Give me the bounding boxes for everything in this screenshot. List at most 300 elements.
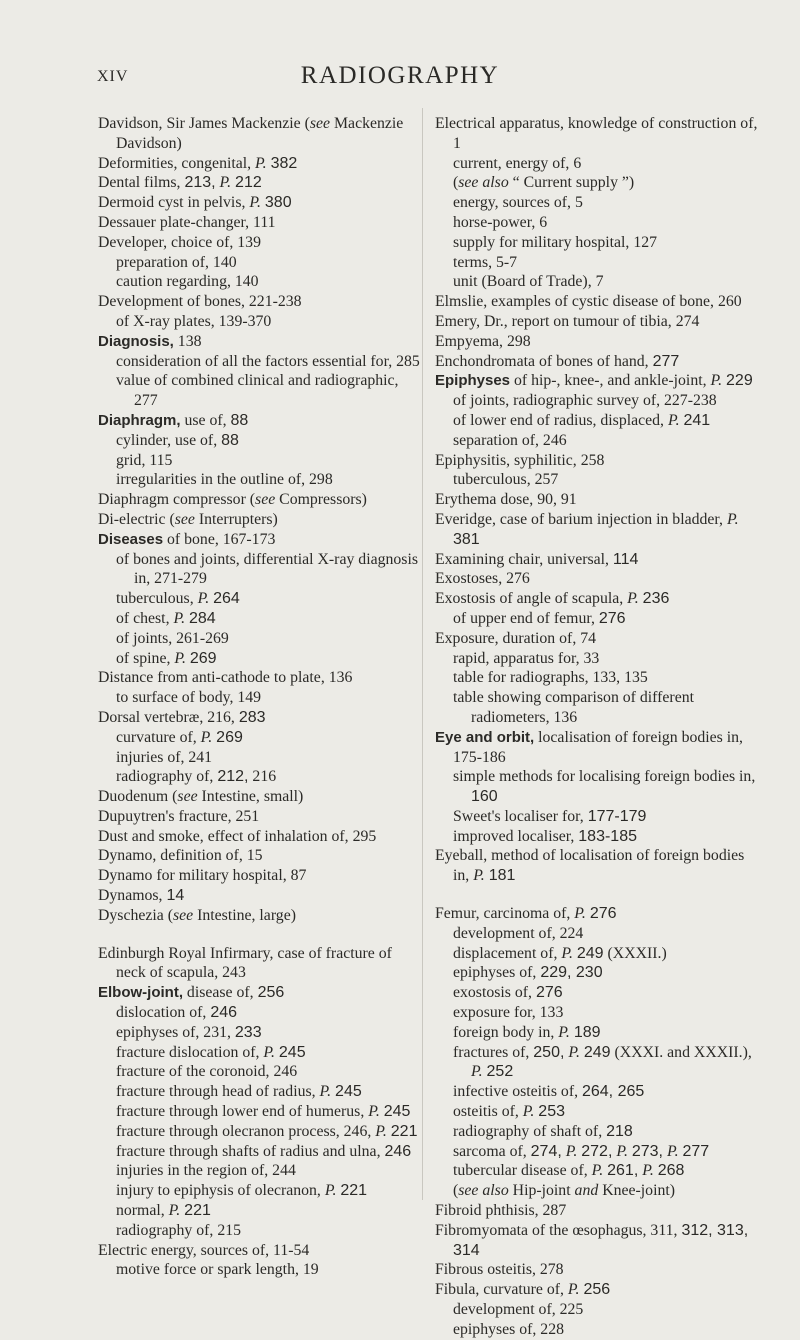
entry-text: 249 <box>583 1043 611 1061</box>
entry-text: injuries in the region of, 244 <box>116 1162 296 1180</box>
entry-text: curvature of, <box>116 728 201 746</box>
entry-text: Eyeball, method of localisation of foreign bodies in, <box>435 847 745 885</box>
entry-text: P. <box>667 411 680 429</box>
entry-text: ( <box>453 1182 459 1200</box>
entry-text: 264, 265 <box>581 1083 645 1101</box>
index-subentry <box>98 470 424 490</box>
entry-text: 189 <box>573 1023 601 1041</box>
page-number: XIV <box>97 68 129 85</box>
index-subentry <box>98 431 424 451</box>
entry-text: 213, <box>184 174 216 192</box>
index-subentry <box>435 1300 761 1320</box>
entry-text: to surface of body, 149 <box>116 689 262 707</box>
entry-text: 277 <box>652 352 680 370</box>
index-entry <box>98 886 424 906</box>
entry-text: Diseases <box>98 530 164 548</box>
entry-text: Fibroid phthisis, 287 <box>435 1202 567 1220</box>
entry-text: current, energy of, 6 <box>453 154 582 172</box>
entry-text: Eye and orbit, <box>435 728 535 746</box>
entry-text: Fibromyomata of the œsophagus, 311, <box>435 1221 682 1239</box>
index-subentry <box>435 411 761 431</box>
index-subentry <box>435 1142 761 1162</box>
index-subentry <box>98 1062 424 1082</box>
index-subentry <box>435 767 761 807</box>
entry-text: 233 <box>234 1023 262 1041</box>
entry-text: dislocation of, <box>116 1004 211 1022</box>
index-entry <box>435 114 761 154</box>
entry-text: ( <box>453 174 459 192</box>
entry-text: infective osteitis of, <box>453 1083 582 1101</box>
index-entry <box>98 114 424 154</box>
entry-text: Empyema, 298 <box>435 332 531 350</box>
entry-text: consideration of all the factors essential for, 285 <box>116 352 420 370</box>
index-subentry <box>98 649 424 669</box>
entry-text: P. <box>642 1162 654 1180</box>
entry-text: Intestine, small) <box>197 788 304 806</box>
entry-text: Fibula, curvature of, <box>435 1281 568 1299</box>
entry-text: Exostoses, 276 <box>435 570 530 588</box>
entry-text: Elbow-joint, <box>98 984 183 1002</box>
index-subentry <box>98 272 424 292</box>
entry-text: 382 <box>270 154 298 172</box>
index-entry <box>98 332 424 352</box>
entry-text: P. <box>249 194 261 212</box>
index-subentry <box>98 589 424 609</box>
entry-text: P. <box>627 590 639 608</box>
entry-text: see <box>255 491 276 509</box>
entry-text: 276 <box>598 609 626 627</box>
entry-text: 253 <box>538 1103 565 1121</box>
entry-text: Intestine, large) <box>193 906 296 924</box>
entry-text: see also <box>458 1182 509 1200</box>
entry-text: fracture through lower end of humerus, <box>116 1103 369 1121</box>
entry-text: development of, 225 <box>453 1301 584 1319</box>
index-entry <box>98 213 424 233</box>
entry-text: “ Current supply ”) <box>508 174 635 192</box>
index-subentry <box>98 1102 424 1122</box>
entry-text: foreign body in, <box>453 1023 559 1041</box>
entry-text: 245 <box>383 1103 411 1121</box>
entry-text: fracture through head of radius, <box>116 1083 320 1101</box>
entry-text: table for radiographs, 133, 135 <box>453 669 648 687</box>
entry-text: 229 <box>726 372 753 390</box>
entry-text: see <box>173 906 194 924</box>
index-entry <box>98 154 424 174</box>
entry-text: of chest, <box>116 609 174 627</box>
entry-text: see also <box>458 174 509 192</box>
entry-text: 273, <box>631 1142 663 1160</box>
index-entry <box>435 550 761 570</box>
entry-text: P. <box>616 1142 628 1160</box>
entry-text: see <box>174 510 195 528</box>
index-entry <box>435 1201 761 1221</box>
index-entry <box>98 173 424 193</box>
entry-text: tuberculous, 257 <box>453 471 559 489</box>
entry-text: P. <box>710 372 723 390</box>
entry-text: fracture through olecranon process, 246, <box>116 1122 376 1140</box>
entry-text: P. <box>558 1023 570 1041</box>
index-subentry <box>435 391 761 411</box>
entry-text: normal, <box>116 1202 169 1220</box>
index-entry <box>435 371 761 391</box>
entry-text: 252 <box>486 1063 514 1081</box>
entry-text: 212 <box>235 174 262 192</box>
index-entry <box>98 292 424 312</box>
entry-text: terms, 5-7 <box>453 253 518 271</box>
entry-text: 380 <box>264 194 292 212</box>
index-subentry <box>98 1122 424 1142</box>
entry-text: Fibrous osteitis, 278 <box>435 1261 564 1279</box>
entry-text: Enchondromata of bones of hand, <box>435 352 653 370</box>
index-entry <box>435 904 761 924</box>
entry-text: Edinburgh Royal Infirmary, case of fracture of neck of scapula, 243 <box>98 944 392 982</box>
entry-text: irregularities in the outline of, 298 <box>116 471 333 489</box>
entry-text: Electric energy, sources of, 11-54 <box>98 1241 310 1259</box>
entry-text: exostosis of, <box>453 984 536 1002</box>
index-subentry <box>98 629 424 649</box>
entry-text: simple methods for localising foreign bodies in, <box>453 768 756 786</box>
index-subentry <box>98 1201 424 1221</box>
entry-text: of lower end of radius, displaced, <box>453 411 668 429</box>
letter-gap <box>435 886 761 904</box>
index-subentry <box>98 1142 424 1162</box>
index-subentry <box>435 1082 761 1102</box>
index-subentry <box>435 1122 761 1142</box>
entry-text: tubercular disease of, <box>453 1162 592 1180</box>
entry-text: 181 <box>488 867 516 885</box>
entry-text: P. <box>567 1281 580 1299</box>
entry-text: radiography of, <box>116 768 218 786</box>
entry-text: Epiphyses <box>435 372 511 390</box>
entry-text: see <box>309 115 331 132</box>
entry-text: P. <box>219 174 232 192</box>
index-subentry <box>435 609 761 629</box>
entry-text: P. <box>368 1103 380 1121</box>
index-subentry <box>98 1043 424 1063</box>
index-subentry <box>435 944 761 964</box>
entry-text: exposure for, 133 <box>453 1004 564 1022</box>
index-entry <box>435 846 761 886</box>
entry-text: P. <box>375 1122 387 1140</box>
entry-text: P. <box>168 1202 181 1220</box>
index-subentry <box>435 983 761 1003</box>
index-entry <box>435 490 761 510</box>
index-subentry <box>98 352 424 372</box>
index-subentry <box>98 609 424 629</box>
entry-text: 183-185 <box>578 827 637 845</box>
entry-text: 221 <box>340 1182 368 1200</box>
index-subentry <box>435 827 761 847</box>
entry-text: P. <box>319 1083 332 1101</box>
entry-text: P. <box>324 1182 337 1200</box>
entry-text: 264 <box>213 590 240 608</box>
entry-text: Dynamo for military hospital, 87 <box>98 867 307 885</box>
entry-text: grid, 115 <box>116 451 173 469</box>
entry-text: 245 <box>278 1043 306 1061</box>
entry-text: improved localiser, <box>453 827 579 845</box>
index-entry <box>435 728 761 768</box>
entry-text: 276 <box>589 905 617 923</box>
index-entry <box>435 451 761 471</box>
entry-text: use of, <box>180 411 231 429</box>
entry-text: fracture of the coronoid, 246 <box>116 1063 298 1081</box>
entry-text: 268 <box>657 1162 685 1180</box>
entry-text: P. <box>173 609 186 627</box>
entry-text: development of, 224 <box>453 924 584 942</box>
entry-text: injury to epiphysis of olecranon, <box>116 1182 325 1200</box>
index-entry <box>98 983 424 1003</box>
entry-text: localisation of foreign bodies in, 175-186 <box>453 728 744 766</box>
index-subentry <box>435 154 761 174</box>
entry-text: rapid, apparatus for, 33 <box>453 649 600 667</box>
entry-text: supply for military hospital, 127 <box>453 233 658 251</box>
entry-text: Examining chair, universal, <box>435 550 613 568</box>
entry-text: radiography of, 215 <box>116 1221 242 1239</box>
index-entry <box>98 1241 424 1261</box>
index-entry <box>435 312 761 332</box>
entry-text: 236 <box>642 590 670 608</box>
entry-text: 312, 313, 314 <box>453 1221 749 1259</box>
index-entry <box>98 510 424 530</box>
index-entry <box>98 530 424 550</box>
entry-text: table showing comparison of different radiometers, 136 <box>453 689 694 726</box>
entry-text: Distance from anti-cathode to plate, 136 <box>98 669 353 687</box>
letter-gap <box>98 926 424 944</box>
index-subentry <box>98 1260 424 1280</box>
index-entry <box>435 629 761 649</box>
entry-text: sarcoma of, <box>453 1142 531 1160</box>
entry-text: P. <box>574 905 586 923</box>
index-column-left <box>98 114 424 1280</box>
index-subentry <box>435 213 761 233</box>
entry-text: P. <box>471 1063 483 1081</box>
entry-text: preparation of, 140 <box>116 253 237 271</box>
entry-text: P. <box>568 1043 580 1061</box>
entry-text: Diagnosis, <box>98 332 174 350</box>
entry-text: of bone, 167-173 <box>163 530 276 548</box>
index-subentry <box>98 767 424 787</box>
index-subentry <box>98 1003 424 1023</box>
entry-text: cylinder, use of, <box>116 431 222 449</box>
entry-text: 88 <box>230 411 249 429</box>
index-subentry <box>435 193 761 213</box>
entry-text: Sweet's localiser for, <box>453 807 588 825</box>
entry-text: epiphyses of, 228 <box>453 1320 565 1338</box>
index-subentry <box>435 1320 761 1340</box>
index-subentry <box>435 173 761 193</box>
entry-text: P. <box>561 944 573 962</box>
entry-text: 249 <box>576 944 604 962</box>
entry-text: energy, sources of, 5 <box>453 194 583 212</box>
entry-text: see <box>177 788 198 806</box>
entry-text: Davidson, Sir James Mackenzie ( <box>98 115 310 132</box>
entry-text: Deformities, congenital, <box>98 154 256 172</box>
index-entry <box>98 490 424 510</box>
entry-text: Interrupters) <box>194 510 278 528</box>
entry-text: P. <box>174 649 186 667</box>
entry-text: Emery, Dr., report on tumour of tibia, 274 <box>435 312 700 330</box>
entry-text: Electrical apparatus, knowledge of construction of, 1 <box>435 115 758 152</box>
entry-text: Dorsal vertebræ, 216, <box>98 708 239 726</box>
entry-text: Compressors) <box>275 491 367 509</box>
entry-text: 246 <box>384 1142 412 1160</box>
entry-text: P. <box>565 1142 578 1160</box>
entry-text: Dynamos, <box>98 887 167 905</box>
index-subentry <box>435 233 761 253</box>
index-subentry <box>98 748 424 768</box>
index-subentry <box>435 1003 761 1023</box>
index-subentry <box>435 272 761 292</box>
entry-text: P. <box>666 1142 679 1160</box>
entry-text: Epiphysitis, syphilitic, 258 <box>435 451 605 469</box>
entry-text: Developer, choice of, 139 <box>98 233 261 251</box>
entry-text: 160 <box>471 788 498 806</box>
index-subentry <box>435 253 761 273</box>
entry-text: 256 <box>257 984 285 1002</box>
entry-text: fracture through shafts of radius and ulna, <box>116 1142 385 1160</box>
entry-text: Duodenum ( <box>98 788 178 806</box>
entry-text: 261, <box>607 1162 639 1180</box>
index-subentry <box>98 688 424 708</box>
entry-text: 284 <box>188 609 216 627</box>
index-entry <box>98 193 424 213</box>
entry-text: of spine, <box>116 649 175 667</box>
entry-text: Femur, carcinoma of, <box>435 905 575 923</box>
entry-text: 212, <box>217 768 249 786</box>
entry-text: 88 <box>221 431 239 449</box>
entry-text: P. <box>591 1162 604 1180</box>
index-entry <box>98 827 424 847</box>
index-subentry <box>98 371 424 411</box>
entry-text: osteitis of, <box>453 1103 523 1121</box>
entry-text: Dupuytren's fracture, 251 <box>98 807 260 825</box>
entry-text: 381 <box>453 530 480 548</box>
entry-text: P. <box>197 590 210 608</box>
entry-text: of bones and joints, differential X-ray diagnosis in, 271-279 <box>116 550 418 588</box>
entry-text: separation of, 246 <box>453 431 567 449</box>
index-subentry <box>98 1181 424 1201</box>
index-subentry <box>98 451 424 471</box>
index-entry <box>435 292 761 312</box>
index-subentry <box>98 1221 424 1241</box>
entry-text: P. <box>200 728 213 746</box>
entry-text: Dyschezia ( <box>98 906 173 924</box>
index-entry <box>435 1280 761 1300</box>
index-subentry <box>435 963 761 983</box>
index-subentry <box>435 1023 761 1043</box>
entry-text: P. <box>726 510 739 528</box>
index-entry <box>435 589 761 609</box>
entry-text: fractures of, <box>453 1043 534 1061</box>
index-entry <box>98 944 424 984</box>
index-entry <box>98 708 424 728</box>
entry-text: Diaphragm, <box>98 411 181 429</box>
entry-text: of X-ray plates, 139-370 <box>116 312 272 330</box>
entry-text: Exposure, duration of, 74 <box>435 629 597 647</box>
entry-text: Elmslie, examples of cystic disease of bone, 260 <box>435 293 742 311</box>
entry-text: caution regarding, 140 <box>116 273 259 291</box>
entry-text: Hip-joint <box>508 1182 575 1200</box>
index-entry <box>435 1221 761 1261</box>
entry-text: Everidge, case of barium injection in bladder, <box>435 510 727 528</box>
entry-text: Mackenzie Davidson) <box>116 115 404 152</box>
index-subentry <box>98 253 424 273</box>
entry-text: 274, <box>530 1142 562 1160</box>
entry-text: of upper end of femur, <box>453 609 599 627</box>
entry-text: and <box>574 1182 599 1200</box>
index-entry <box>98 866 424 886</box>
index-subentry <box>98 550 424 590</box>
index-entry <box>98 787 424 807</box>
entry-text: P. <box>473 867 485 885</box>
entry-text: Diaphragm compressor ( <box>98 491 256 509</box>
entry-text: 229, 230 <box>540 964 603 982</box>
entry-text: value of combined clinical and radiographic, 277 <box>116 372 399 410</box>
index-subentry <box>435 1102 761 1122</box>
entry-text: radiography of shaft of, <box>453 1122 607 1140</box>
entry-text: horse-power, 6 <box>453 213 548 231</box>
index-entry <box>435 510 761 550</box>
page-header <box>0 62 800 96</box>
entry-text: 269 <box>216 728 243 746</box>
entry-text: Dermoid cyst in pelvis, <box>98 194 250 212</box>
entry-text: P. <box>263 1043 275 1061</box>
entry-text: 277 <box>682 1142 710 1160</box>
entry-text: unit (Board of Trade), 7 <box>453 273 604 291</box>
entry-text: motive force or spark length, 19 <box>116 1261 319 1279</box>
entry-text: 177-179 <box>587 807 647 825</box>
entry-text: P. <box>255 154 267 172</box>
entry-text: epiphyses of, <box>453 964 541 982</box>
entry-text: 276 <box>535 984 563 1002</box>
entry-text: P. <box>522 1103 535 1121</box>
index-subentry <box>98 1161 424 1181</box>
entry-text: fracture dislocation of, <box>116 1043 264 1061</box>
index-subentry <box>435 649 761 669</box>
entry-text: displacement of, <box>453 944 562 962</box>
entry-text: Erythema dose, 90, 91 <box>435 491 577 509</box>
index-entry <box>435 1260 761 1280</box>
index-entry <box>98 411 424 431</box>
index-entry <box>435 332 761 352</box>
entry-text: 283 <box>238 708 266 726</box>
index-subentry <box>98 312 424 332</box>
entry-text: of hip-, knee-, and ankle-joint, <box>510 372 711 390</box>
entry-text: Dessauer plate-changer, 111 <box>98 213 276 231</box>
index-subentry <box>98 728 424 748</box>
entry-text: tuberculous, <box>116 590 198 608</box>
entry-text: Dust and smoke, effect of inhalation of, 295 <box>98 827 377 845</box>
index-column-right <box>435 114 761 1340</box>
index-subentry <box>435 1181 761 1201</box>
entry-text: 221 <box>184 1202 211 1220</box>
index-entry <box>435 569 761 589</box>
entry-text: 14 <box>166 887 185 905</box>
index-entry <box>435 352 761 372</box>
entry-text: 138 <box>173 332 202 350</box>
entry-text: Exostosis of angle of scapula, <box>435 590 628 608</box>
index-entry <box>98 846 424 866</box>
index-subentry <box>435 1043 761 1083</box>
running-title: RADIOGRAPHY <box>300 62 500 89</box>
entry-text: Dental films, <box>98 174 185 192</box>
entry-text: 256 <box>583 1281 611 1299</box>
entry-text: of joints, radiographic survey of, 227-238 <box>453 392 717 410</box>
index-subentry <box>435 470 761 490</box>
entry-text: 269 <box>189 649 217 667</box>
entry-text: 114 <box>612 550 639 568</box>
entry-text: Development of bones, 221-238 <box>98 293 302 311</box>
